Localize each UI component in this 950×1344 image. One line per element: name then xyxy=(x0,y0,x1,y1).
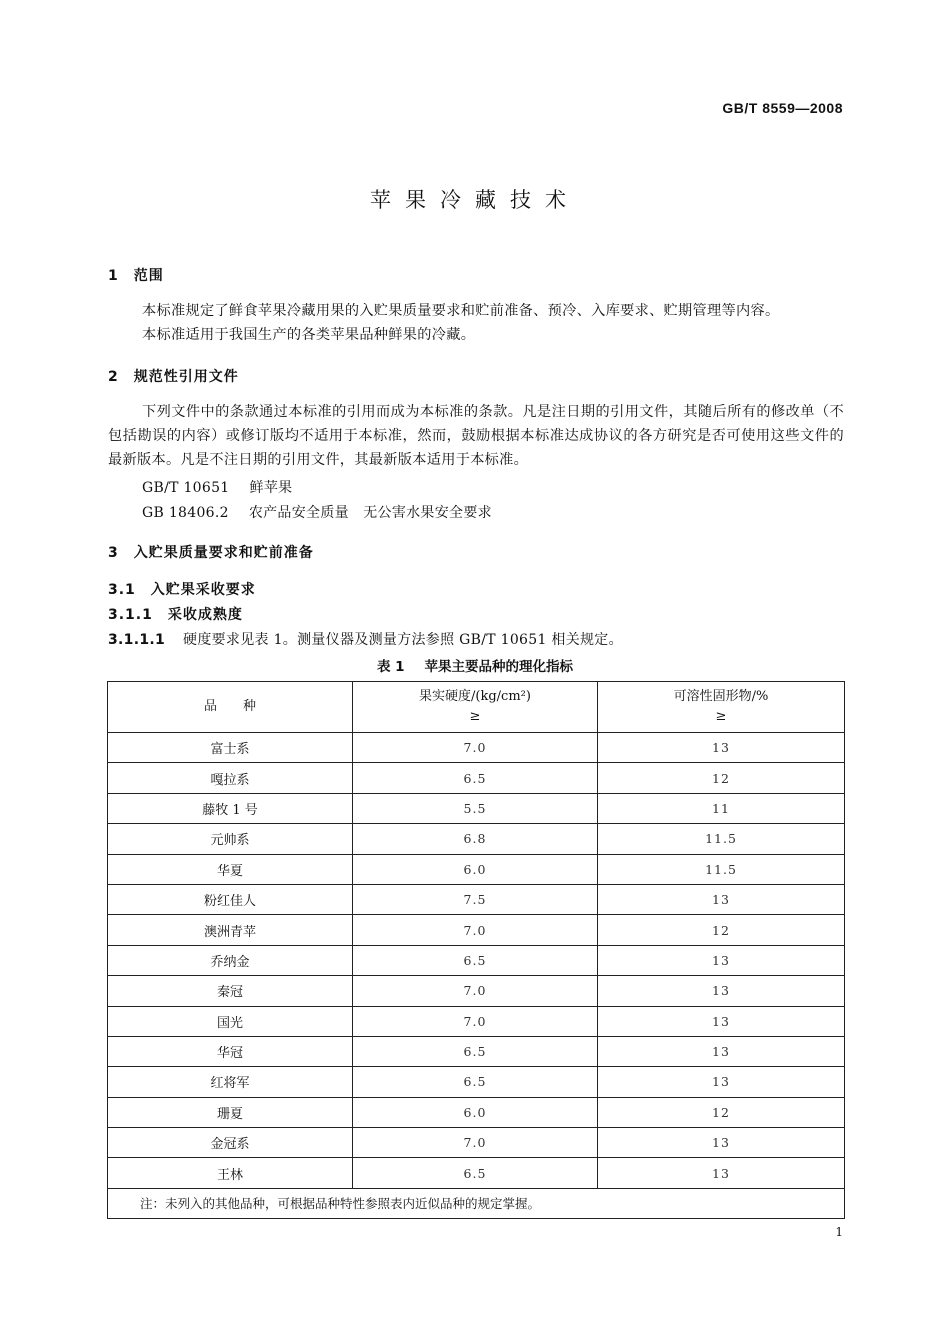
cell-solids: 12 xyxy=(598,763,845,793)
clause-text: 硬度要求见表 1。测量仪器及测量方法参照 GB/T 10651 相关规定。 xyxy=(183,632,623,648)
clause-3-1-1-1 xyxy=(108,629,623,649)
cell-variety: 嘎拉系 xyxy=(108,763,353,793)
cell-hardness: 6.5 xyxy=(353,763,598,793)
table-row xyxy=(108,915,845,945)
cell-variety: 藤牧 1 号 xyxy=(108,793,353,823)
cell-variety: 秦冠 xyxy=(108,976,353,1006)
cell-solids: 13 xyxy=(598,884,845,914)
table-caption-text: 苹果主要品种的理化指标 xyxy=(424,659,574,675)
reference-code: GB/T 10651 xyxy=(142,480,230,496)
reference-title: 鲜苹果 xyxy=(249,480,293,496)
table-row xyxy=(108,793,845,823)
cell-hardness: 6.5 xyxy=(353,945,598,975)
cell-hardness: 6.5 xyxy=(353,1067,598,1097)
apple-variety-table xyxy=(107,681,845,1219)
subsection-3-1-heading: 3.1 入贮果采收要求 xyxy=(108,582,256,598)
table-header-row xyxy=(108,682,845,733)
table-row xyxy=(108,884,845,914)
cell-variety: 粉红佳人 xyxy=(108,884,353,914)
cell-variety: 华冠 xyxy=(108,1036,353,1066)
normative-reference xyxy=(142,502,512,522)
table-row xyxy=(108,1006,845,1036)
standard-number: GB/T 8559—2008 xyxy=(722,100,843,116)
table-row xyxy=(108,976,845,1006)
cell-solids: 13 xyxy=(598,976,845,1006)
reference-code: GB 18406.2 xyxy=(142,505,229,521)
table-row xyxy=(108,1097,845,1127)
header-solids-ge: ≥ xyxy=(715,709,727,724)
cell-solids: 13 xyxy=(598,1006,845,1036)
cell-hardness: 5.5 xyxy=(353,793,598,823)
table-row xyxy=(108,1128,845,1158)
table-row xyxy=(108,854,845,884)
cell-solids: 11.5 xyxy=(598,824,845,854)
table-row xyxy=(108,733,845,763)
cell-solids: 12 xyxy=(598,915,845,945)
section-2-paragraph: 下列文件中的条款通过本标准的引用而成为本标准的条款。凡是注日期的引用文件，其随后所有的修改单（不包括勘误的内容）或修订版均不适用于本标准，然而，鼓励根据本标准达成协议的各方研究是否可使用这些文件的最新版本。凡是不注日期的引用文件，其最新版本适用于本标准。 xyxy=(108,404,844,468)
page-number: 1 xyxy=(835,1225,843,1239)
cell-solids: 13 xyxy=(598,945,845,975)
cell-variety: 元帅系 xyxy=(108,824,353,854)
header-hardness-ge: ≥ xyxy=(469,709,481,724)
cell-hardness: 6.8 xyxy=(353,824,598,854)
section-3-heading: 3 入贮果质量要求和贮前准备 xyxy=(108,545,314,561)
cell-variety: 华夏 xyxy=(108,854,353,884)
cell-hardness: 7.0 xyxy=(353,1128,598,1158)
cell-hardness: 7.0 xyxy=(353,1006,598,1036)
table-row xyxy=(108,763,845,793)
cell-hardness: 6.5 xyxy=(353,1158,598,1188)
document-title: 苹果冷藏技术 xyxy=(370,188,580,212)
table-row xyxy=(108,945,845,975)
header-soluble-solids xyxy=(598,682,845,733)
cell-variety: 王林 xyxy=(108,1158,353,1188)
table-note: 注：未列入的其他品种，可根据品种特性参照表内近似品种的规定掌握。 xyxy=(108,1188,845,1218)
table-caption xyxy=(0,655,950,675)
cell-variety: 国光 xyxy=(108,1006,353,1036)
cell-variety: 澳洲青苹 xyxy=(108,915,353,945)
cell-hardness: 7.0 xyxy=(353,733,598,763)
cell-solids: 13 xyxy=(598,1158,845,1188)
clause-number: 3.1.1.1 xyxy=(108,632,166,648)
cell-variety: 珊夏 xyxy=(108,1097,353,1127)
cell-solids: 13 xyxy=(598,1067,845,1097)
cell-hardness: 7.0 xyxy=(353,976,598,1006)
cell-hardness: 7.5 xyxy=(353,884,598,914)
table-note-row xyxy=(108,1188,845,1218)
cell-hardness: 7.0 xyxy=(353,915,598,945)
header-solids-label: 可溶性固形物/% xyxy=(673,689,769,704)
cell-hardness: 6.0 xyxy=(353,854,598,884)
table-row xyxy=(108,1067,845,1097)
header-hardness xyxy=(353,682,598,733)
cell-solids: 11.5 xyxy=(598,854,845,884)
section-1-paragraph-2: 本标准适用于我国生产的各类苹果品种鲜果的冷藏。 xyxy=(142,327,476,343)
table-row xyxy=(108,1158,845,1188)
header-variety: 品 种 xyxy=(108,682,353,733)
table-row xyxy=(108,824,845,854)
section-2-heading: 2 规范性引用文件 xyxy=(108,369,239,385)
cell-solids: 11 xyxy=(598,793,845,823)
table-caption-number: 表 1 xyxy=(376,659,405,675)
subsection-3-1-1-heading: 3.1.1 采收成熟度 xyxy=(108,607,243,623)
cell-variety: 金冠系 xyxy=(108,1128,353,1158)
cell-solids: 13 xyxy=(598,1128,845,1158)
header-hardness-label: 果实硬度/(kg/cm²) xyxy=(419,689,531,704)
section-1-paragraph-1: 本标准规定了鲜食苹果冷藏用果的入贮果质量要求和贮前准备、预冷、入库要求、贮期管理等内容。 xyxy=(142,303,780,319)
cell-solids: 13 xyxy=(598,733,845,763)
cell-hardness: 6.0 xyxy=(353,1097,598,1127)
cell-solids: 12 xyxy=(598,1097,845,1127)
cell-hardness: 6.5 xyxy=(353,1036,598,1066)
cell-variety: 红将军 xyxy=(108,1067,353,1097)
table-row xyxy=(108,1036,845,1066)
normative-reference xyxy=(142,477,312,497)
cell-solids: 13 xyxy=(598,1036,845,1066)
section-1-heading: 1 范围 xyxy=(108,268,164,284)
cell-variety: 乔纳金 xyxy=(108,945,353,975)
cell-variety: 富士系 xyxy=(108,733,353,763)
reference-title: 农产品安全质量 无公害水果安全要求 xyxy=(248,505,492,521)
